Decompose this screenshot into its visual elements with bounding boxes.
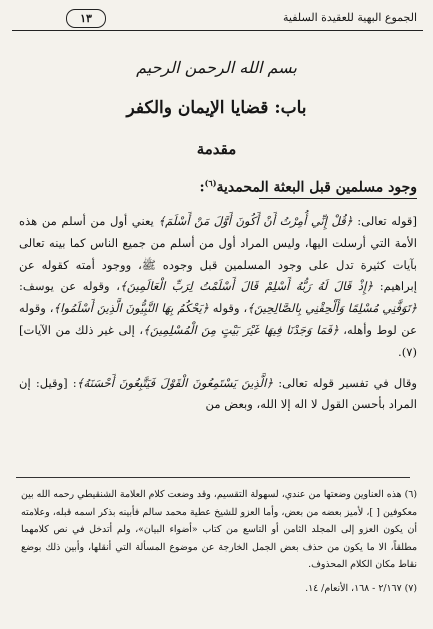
- paragraph-2: [19, 373, 417, 417]
- text-run: : [وقيل: إن المراد بأحسن القول لا اله إلا الله، وبعض من: [19, 375, 417, 412]
- footnote-ref-6: (٦): [204, 178, 217, 188]
- quran-quote: ﴿الَّذِينَ يَسْتَمِعُونَ الْقَوْلَ فَيَتَّبِعُونَ أَحْسَنَهُ﴾: [76, 375, 274, 390]
- quran-quote: ﴿يَحْكُمُ بِهَا النَّبِيُّونَ الَّذِينَ أَسْلَمُوا﴾: [53, 301, 209, 316]
- running-header: [12, 8, 423, 30]
- chapter-title: باب: قضايا الإيمان والكفر: [126, 98, 307, 118]
- text-run: ، وقوله عن يوسف:: [19, 279, 120, 294]
- text-run: ، إلى غير ذلك من الآيات]: [19, 322, 144, 337]
- text-run: [قوله تعالى:: [352, 214, 418, 228]
- text-run: يعني أول من أسلم من هذه الأمة التي أرسلت اليها، وليس المراد أول من أسلم من جميع الناس كما بينه تعالى بآيات كثيرة تدل على وجود المسلمين قبل وجوده ﷺ، ووجود أمته كقوله عن إبراهيم:: [19, 214, 418, 294]
- section-underline: [259, 198, 417, 199]
- page-number: ١٣: [66, 9, 106, 28]
- text-run: ، وقوله: [208, 301, 248, 316]
- basmala: بسم الله الرحمن الرحيم: [136, 58, 297, 77]
- section-heading: وجود مسلمين قبل البعثة المحمدية$^{(٦)}$:: [199, 178, 417, 196]
- text-run: وقال في تفسير قوله تعالى:: [273, 375, 417, 390]
- quran-quote: ﴿قُلْ إِنِّي أُمِرْتُ أَنْ أَكُونَ أَوَّلَ مَنْ أَسْلَمَ﴾: [158, 214, 353, 228]
- text-run: .: [398, 344, 402, 359]
- footnote-6: (٦) هذه العناوين وضعتها من عندي، لسهولة التقسيم، وقد وضعت كلام العلامة الشنقيطي رحمه الله بين معكوفين [ ]، لأميز بعضه من بعض، وأما العزو للشيخ عطية محمد سالم فأبينه بذكر اسمه قبله، وعلامته أن يكون العزو إلى المجلد الثامن أو التاسع من كتاب «أضواء البيان»، ولم أتدخل في نص كلامهما مطلقاً، الا ما يكون من حذف بعض الجمل الخارجة عن موضوع المسألة التي أنقلها، وأبين ذلك بوضع نقاط مكان الكلام المحذوف.: [21, 489, 417, 571]
- text-run: (٧): [401, 344, 417, 359]
- footnote-separator: [16, 477, 410, 478]
- quran-quote: ﴿إِذْ قَالَ لَهُ رَبُّهُ أَسْلِمْ قَالَ أَسْلَمْتُ لِرَبِّ الْعَالَمِينَ﴾: [119, 279, 374, 294]
- text-run: ، وقوله عن لوط وأهله،: [19, 301, 417, 337]
- quran-quote: ﴿فَمَا وَجَدْنَا فِيهَا غَيْرَ بَيْتٍ مِنَ الْمُسْلِمِينَ﴾: [143, 322, 339, 337]
- book-title: الجموع البهية للعقيدة السلفية: [283, 11, 417, 24]
- intro-heading: مقدمة: [196, 140, 237, 158]
- main-text: [19, 211, 417, 416]
- section-heading-text: وجود مسلمين قبل البعثة المحمدية: [216, 179, 417, 196]
- quran-quote: ﴿تَوَفَّنِي مُسْلِمًا وَأَلْحِقْنِي بِالصَّالِحِينَ﴾: [247, 301, 418, 316]
- header-rule: [12, 30, 423, 31]
- paragraph-1: [19, 211, 417, 364]
- footnotes: [21, 486, 417, 598]
- footnote-7: (٧) ٢/١٦٧ - ١٦٨، الأنعام/ ١٤.: [305, 582, 417, 594]
